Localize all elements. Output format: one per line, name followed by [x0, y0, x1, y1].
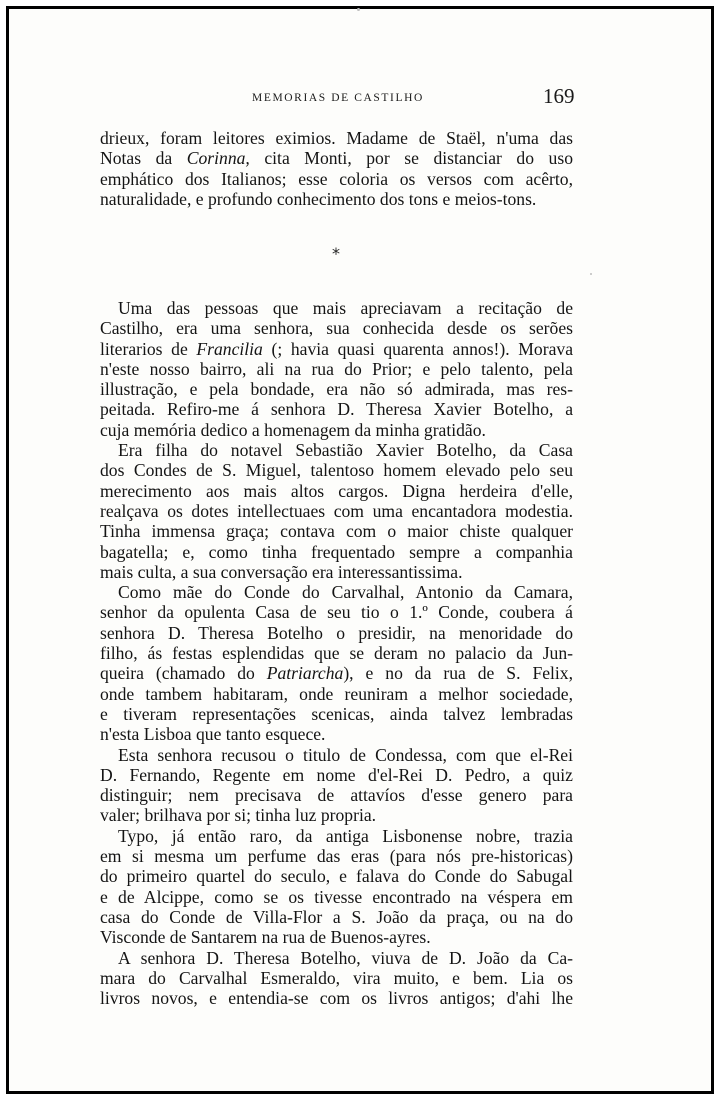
text-line: Uma das pessoas que mais apreciavam a recitação de [118, 298, 573, 318]
page-number: 169 [543, 84, 575, 108]
text-line: bagatella; e, como tinha frequentado sempre a companhia [100, 541, 573, 562]
running-title: MEMORIAS DE CASTILHO [252, 92, 424, 104]
text-line: senhor da opulenta Casa de seu tio o 1.º Conde, coubera á [100, 602, 573, 623]
text-line: mara do Carvalhal Esmeraldo, vira muito, e bem. Lia os [100, 967, 573, 988]
italic-title: Corinna, [186, 148, 250, 169]
text-line: senhora D. Theresa Botelho o presidir, na menoridade do [100, 622, 573, 643]
text-line: illustração, e pela bondade, era não só admirada, mas res- [100, 379, 573, 400]
text-line: Era filha do notavel Sebastião Xavier Botelho, da Casa [118, 440, 573, 461]
italic-title: Francilia [196, 338, 263, 359]
paragraph-block-top [100, 128, 573, 209]
text-line: onde tambem habitaram, onde reuniram a melhor sociedade, [100, 683, 573, 704]
text-line: emphático dos Italianos; esse coloria os versos com acêrto, [100, 168, 573, 189]
italic-title: Patriarcha [266, 663, 344, 684]
section-separator-asterisk: * [332, 244, 340, 263]
text-line: Castilho, era uma senhora, sua conhecida desde os serões [100, 318, 573, 339]
text-line: filho, ás festas esplendidas que se deram no palacio da Jun- [100, 643, 573, 664]
paper-speck [590, 273, 592, 275]
text-line: n'este nosso bairro, ali na rua do Prior; e pelo talento, pela [100, 358, 573, 379]
text-line: e tiveram representações scenicas, ainda talvez lembradas [100, 703, 573, 724]
text-line: literarios de Francilia (; havia quasi quarenta annos!). Morava [100, 338, 573, 359]
text-line: Como mãe do Conde do Carvalhal, Antonio da Camara, [118, 582, 573, 603]
text-line: do primeiro quartel do seculo, e falava do Conde do Sabugal [100, 866, 573, 887]
text-line: Tinha immensa graça; contava com o maior chiste qualquer [100, 521, 573, 542]
text-line: mais culta, a sua conversação era interessantissima. [100, 561, 463, 582]
text-line: peitada. Refiro-me á senhora D. Theresa Xavier Botelho, a [100, 399, 573, 420]
text-line: em si mesma um perfume das eras (para nós pre-historicas) [100, 846, 573, 867]
text-line: livros novos, e entendia-se com os livros antigos; d'ahi lhe [100, 988, 573, 1009]
text-line: cuja memória dedico a homenagem da minha gratidão. [100, 419, 486, 440]
text-line: merecimento aos mais altos cargos. Digna herdeira d'elle, [100, 480, 573, 501]
text-line: distinguir; nem precisava de attavíos d'esse genero para [100, 785, 573, 806]
text-line: dos Condes de S. Miguel, talentoso homem elevado pelo seu [100, 460, 573, 481]
text-line: casa do Conde de Villa-Flor a S. João da praça, ou na do [100, 906, 573, 927]
text-line: realçava os dotes intellectuaes com uma encantadora modestia. [100, 500, 573, 521]
text-line: Typo, já então raro, da antiga Lisbonense nobre, trazia [118, 825, 573, 846]
text-line: drieux, foram leitores eximios. Madame de Staël, n'uma das [100, 128, 573, 148]
paper-speck [357, 8, 360, 11]
text-line: queira (chamado do Patriarcha), e no da rua de S. Felix, [100, 663, 574, 684]
text-line: e de Alcippe, como se os tivesse encontrado na véspera em [100, 886, 573, 907]
text-line: D. Fernando, Regente em nome d'el-Rei D. Pedro, a quiz [100, 764, 573, 785]
paragraph-block-main [100, 298, 573, 1008]
text-line: naturalidade, e profundo conhecimento dos tons e meios-tons. [100, 188, 537, 209]
text-line: valer; brilhava por si; tinha luz propria. [100, 805, 377, 826]
text-line: Notas da Corinna, cita Monti, por se distanciar do uso [100, 148, 573, 169]
text-line: Esta senhora recusou o titulo de Condessa, com que el-Rei [118, 744, 573, 765]
text-line: A senhora D. Theresa Botelho, viuva de D. João da Ca- [118, 947, 573, 968]
text-line: n'esta Lisboa que tanto esquece. [100, 724, 326, 745]
text-line: Visconde de Santarem na rua de Buenos-ayres. [100, 927, 431, 948]
